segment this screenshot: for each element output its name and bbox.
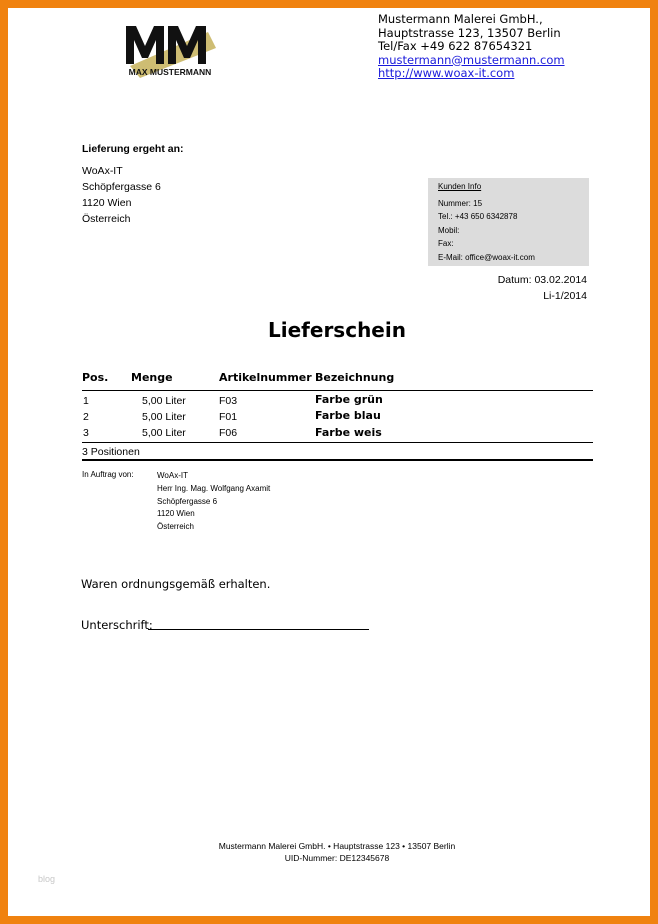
- table-divider: [82, 390, 593, 391]
- row-pos: 3: [83, 427, 89, 439]
- document-date: Datum: 03.02.2014: [497, 274, 587, 286]
- company-name: Mustermann Malerei GmbH.,: [378, 12, 543, 26]
- col-header-pos: Pos.: [82, 371, 109, 384]
- company-web-link[interactable]: http://www.woax-it.com: [378, 66, 515, 80]
- company-telfax: Tel/Fax +49 622 87654321: [378, 39, 533, 53]
- auftrag-line: Herr Ing. Mag. Wolfgang Axamit: [157, 483, 271, 493]
- table-divider: [82, 442, 593, 443]
- address-line: WoAx-IT: [82, 165, 123, 177]
- auftrag-label: In Auftrag von:: [82, 470, 134, 479]
- row-pos: 1: [83, 395, 89, 407]
- row-pos: 2: [83, 411, 89, 423]
- row-bezeichnung: Farbe grün: [315, 393, 383, 406]
- address-line: 1120 Wien: [82, 197, 132, 209]
- auftrag-line: WoAx-IT: [157, 471, 188, 480]
- company-email-link[interactable]: mustermann@mustermann.com: [378, 52, 565, 67]
- signature-label: Unterschrift:: [81, 618, 153, 632]
- footer-uid: UID-Nummer: DE12345678: [284, 853, 390, 863]
- logo-name: MAX MUSTERMANN: [128, 67, 212, 77]
- row-bezeichnung: Farbe weis: [315, 426, 382, 439]
- row-menge: 5,00 Liter: [142, 427, 186, 439]
- customer-number: Nummer: 15: [438, 198, 483, 208]
- customer-tel: Tel.: +43 650 6342878: [438, 212, 518, 221]
- customer-fax: Fax:: [438, 239, 454, 248]
- company-street: Hauptstrasse 123, 13507 Berlin: [378, 25, 561, 40]
- customer-mobil: Mobil:: [438, 225, 460, 235]
- company-header: [378, 13, 565, 81]
- auftrag-line: Österreich: [157, 522, 194, 532]
- auftrag-line: Schöpfergasse 6: [157, 496, 218, 506]
- positions-count: 3 Positionen: [82, 446, 140, 458]
- customer-email: E-Mail: office@woax-it.com: [438, 252, 535, 262]
- company-logo: [120, 18, 220, 80]
- row-artikel: F06: [219, 427, 238, 439]
- document-reference: Li-1/2014: [543, 290, 587, 302]
- delivery-address: [82, 163, 161, 227]
- address-line: Schöpfergasse 6: [82, 181, 161, 193]
- col-header-bezeichnung: Bezeichnung: [315, 371, 395, 384]
- row-artikel: F01: [219, 411, 238, 423]
- row-bezeichnung: Farbe blau: [315, 409, 381, 422]
- page-title: Lieferschein: [268, 318, 406, 342]
- col-header-menge: Menge: [131, 371, 173, 384]
- footer-address: Mustermann Malerei GmbH. • Hauptstrasse 123 • 13507 Berlin: [218, 841, 456, 851]
- table-divider-bottom: [82, 459, 593, 461]
- col-header-artikel: Artikelnummer: [219, 371, 312, 384]
- received-statement: Waren ordnungsgemäß erhalten.: [81, 577, 271, 591]
- row-menge: 5,00 Liter: [142, 411, 186, 423]
- signature-line: [148, 629, 369, 630]
- customer-info-heading: Kunden Info: [438, 182, 482, 191]
- page-footer: [0, 840, 658, 864]
- delivery-heading: Lieferung ergeht an:: [82, 143, 184, 155]
- watermark-text: blog: [38, 874, 56, 884]
- row-artikel: F03: [219, 395, 238, 407]
- auftrag-line: 1120 Wien: [157, 509, 195, 519]
- customer-info-box: [428, 178, 589, 266]
- auftrag-address: [157, 470, 270, 534]
- row-menge: 5,00 Liter: [142, 395, 186, 407]
- date-block: [498, 272, 587, 304]
- address-line: Österreich: [82, 213, 131, 225]
